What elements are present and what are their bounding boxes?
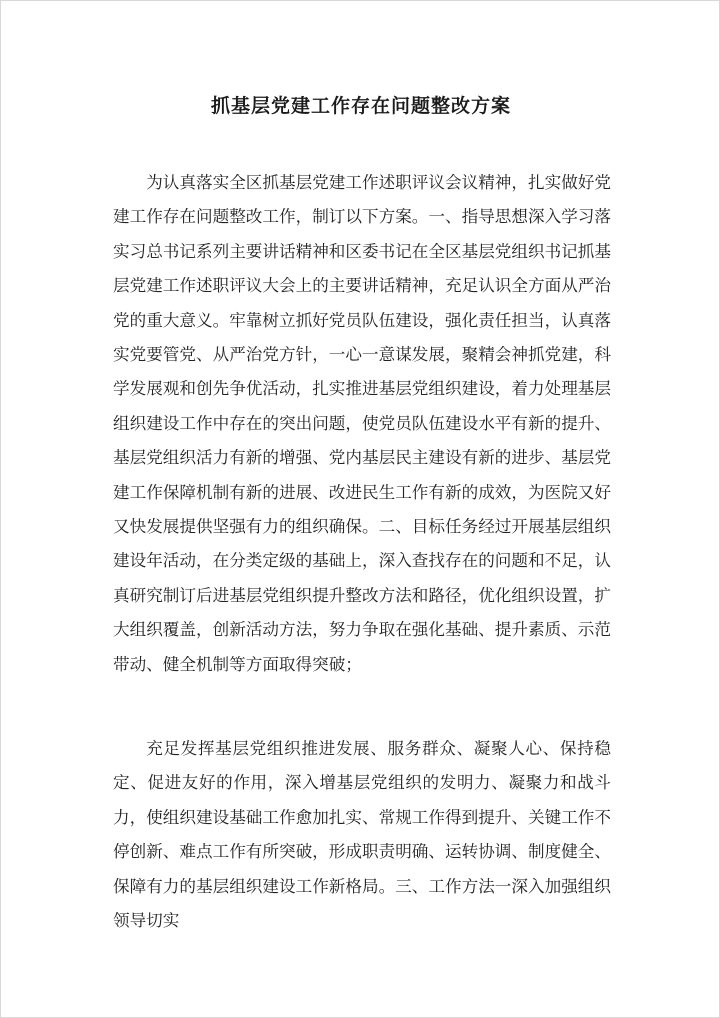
document-title: 抓基层党建工作存在问题整改方案	[210, 95, 511, 117]
paragraph-1: 为认真落实全区抓基层党建工作述职评议会议精神，扎实做好党建工作存在问题整改工作，制订以下方案。一、指导思想深入学习落实习总书记系列主要讲话精神和区委书记在全区基层党组织书记抓基层党建工作述职评议大会上的主要讲话精神，充足认识全方面从严治党的重大意义。牢靠树立抓好党员队伍建设，强化责任担当，认真落实党要管党、从严治党方针，一心一意谋发展，聚精会神抓党建，科学发展观和创先争优活动，扎实推进基层党组织建设，着力处理基层组织建设工作中存在的突出问题，使党员队伍建设水平有新的提升、基层党组织活力有新的增强、党内基层民主建设有新的进步、基层党建工作保障机制有新的进展、改进民生工作有新的成效，为医院又好又快发展提供坚强有力的组织确保。二、目标任务经过开展基层组织建设年活动，在分类定级的基础上，深入查找存在的问题和不足，认真研究制订后进基层党组织提升整改方法和路径，优化组织设置，扩大组织覆盖，创新活动方法，努力争取在强化基础、提升素质、示范带动、健全机制等方面取得突破；	[113, 173, 611, 674]
paragraph-2: 充足发挥基层党组织推进发展、服务群众、凝聚人心、保持稳定、促进友好的作用，深入增基层党组织的发明力、凝聚力和战斗力，使组织建设基础工作愈加扎实、常规工作得到提升、关键工作不停创新、难点工作有所突破，形成职责明确、运转协调、制度健全、保障有力的基层组织建设工作新格局。三、工作方法一深入加强组织领导切实	[113, 739, 611, 931]
